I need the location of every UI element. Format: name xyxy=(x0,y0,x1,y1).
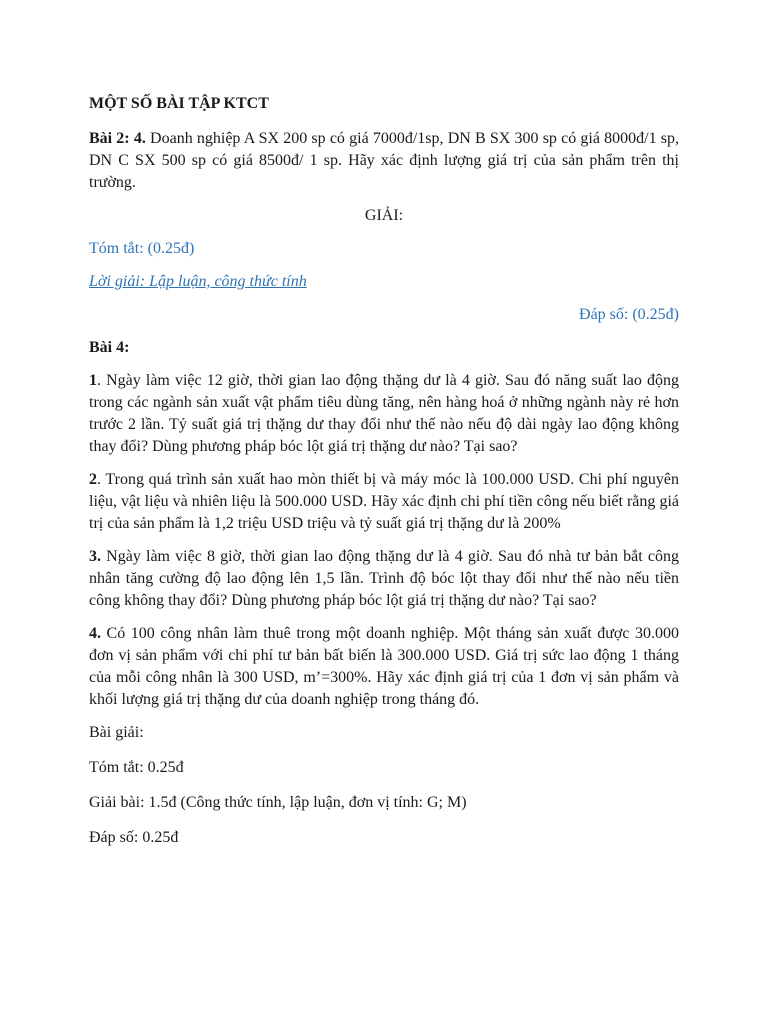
problem-number: 2 xyxy=(89,471,97,488)
document-title: MỘT SỐ BÀI TẬP KTCT xyxy=(89,95,269,112)
giai-bai-line: Giải bài: 1.5đ (Công thức tính, lập luận, đơn vị tính: G; M) xyxy=(89,794,467,811)
problem-number: 1 xyxy=(89,372,97,389)
document-page xyxy=(89,93,679,860)
exercise-bai-2 xyxy=(89,128,679,194)
tom-tat-score: Tóm tắt: (0.25đ) xyxy=(89,240,195,257)
loi-giai-link[interactable]: Lời giải: Lập luận, công thức tính xyxy=(89,273,307,290)
problem-item xyxy=(89,370,679,458)
dap-so-line: Đáp số: 0.25đ xyxy=(89,829,179,846)
dap-so-score: Đáp số: (0.25đ) xyxy=(579,306,679,323)
problem-text: . Ngày làm việc 12 giờ, thời gian lao động thặng dư là 4 giờ. Sau đó năng suất lao động trong các ngành sản xuất vật phẩm tiêu dùng tăng, nên hàng hoá ở những ngành này rẻ hơn trước 2 lần. Tỷ suất giá trị thặng dư thay đổi như thế nào nếu độ dài ngày lao động không thay đổi? Dùng phương pháp bóc lột giá trị thặng dư nào? Tại sao? xyxy=(89,372,679,455)
problem-text: . Trong quá trình sản xuất hao mòn thiết bị và máy móc là 100.000 USD. Chi phí nguyên liệu, vật liệu và nhiên liệu là 500.000 USD. Hãy xác định chi phí tiền công nếu biết rằng giá trị của sản phẩm là 1,2 triệu USD triệu và tỷ suất giá trị thặng dư là 200% xyxy=(89,471,679,532)
giai-heading: GIẢI: xyxy=(364,207,404,224)
problem-number: 3. xyxy=(89,548,101,565)
problem-item xyxy=(89,623,679,711)
tom-tat-line: Tóm tắt: 0.25đ xyxy=(89,759,184,776)
problem-text: Ngày làm việc 8 giờ, thời gian lao động thặng dư là 4 giờ. Sau đó nhà tư bản bắt công nhân tăng cường độ lao động lên 1,5 lần. Trình độ bóc lột thay đổi như thế nào nếu tiền công không thay đổi? Dùng phương pháp bóc lột giá trị thặng dư nào? Tại sao? xyxy=(89,548,679,609)
problem-item xyxy=(89,469,679,535)
problem-item xyxy=(89,546,679,612)
problem-text: Có 100 công nhân làm thuê trong một doanh nghiệp. Một tháng sản xuất được 30.000 đơn vị sản phẩm với chi phí tư bản bất biến là 300.000 USD. Giá trị sức lao động 1 tháng của mỗi công nhân là 300 USD, m’=300%. Hãy xác định giá trị của 1 đơn vị sản phẩm và khối lượng giá trị thặng dư của doanh nghiệp trong tháng đó. xyxy=(89,625,679,708)
exercise-bai-2-label: Bài 2: 4. xyxy=(89,130,146,147)
exercise-bai-2-text: Doanh nghiệp A SX 200 sp có giá 7000đ/1sp, DN B SX 300 sp có giá 8000đ/1 sp, DN C SX 500 sp có giá 8500đ/ 1 sp. Hãy xác định lượng giá trị của sản phẩm trên thị trường. xyxy=(89,130,680,191)
problem-number: 4. xyxy=(89,625,101,642)
loi-giai-line xyxy=(89,271,679,293)
bai-giai-label: Bài giải: xyxy=(89,724,144,741)
bai-4-heading: Bài 4: xyxy=(89,339,130,356)
